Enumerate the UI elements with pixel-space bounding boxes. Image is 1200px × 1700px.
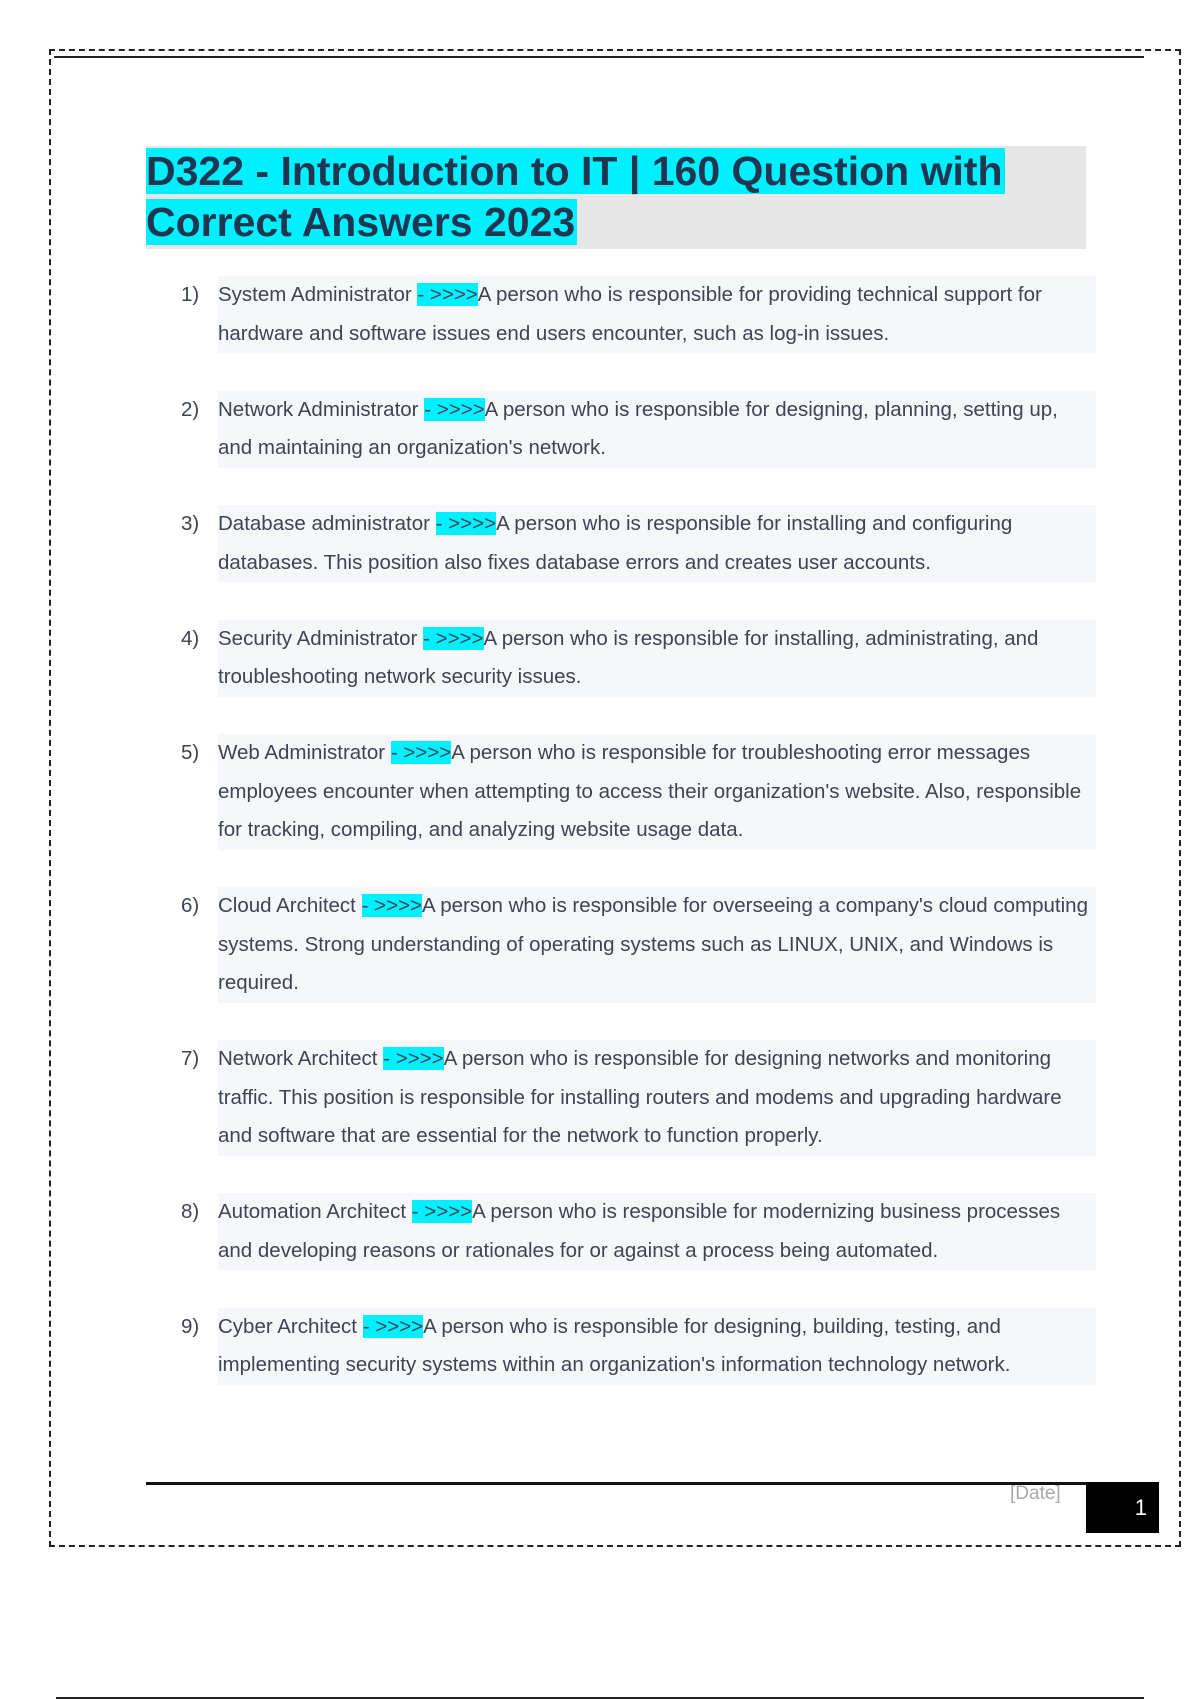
list-item [146,1193,1096,1270]
list-item [146,734,1096,850]
item-term: Cyber Architect [218,1314,363,1338]
item-definition: A person who is responsible for designing, planning, setting up, and maintaining an organization's network. [218,397,1058,459]
list-item [146,620,1096,697]
item-term: Web Administrator [218,741,391,764]
title-line-2: Correct Answers 2023 [146,199,576,245]
item-number: 6) [181,894,200,917]
item-definition: A person who is responsible for modernizing business processes and developing reasons or rationales for or against a process being automated. [218,1200,1061,1262]
item-body [218,1040,1096,1156]
date-placeholder: [Date] [1010,1483,1061,1504]
answer-arrow: - >>>> [424,397,485,421]
item-term: Automation Architect [218,1200,412,1223]
answer-arrow: - >>>> [390,741,452,764]
item-definition: A person who is responsible for installing, administrating, and troubleshooting network security issues. [218,626,1039,688]
item-term: Cloud Architect [218,894,362,917]
item-term: Network Architect [218,1047,384,1070]
answer-arrow: - >>>> [423,626,484,650]
next-page-rule [56,1697,1144,1699]
item-term: Network Administrator [218,397,425,421]
answer-arrow: - >>>> [417,283,478,306]
item-number: 8) [181,1200,200,1223]
list-item [146,1040,1096,1156]
page-number-box [1086,1482,1159,1533]
footer-rule [146,1482,1086,1485]
item-number: 7) [181,1047,200,1070]
title-line-1: D322 - Introduction to IT | 160 Question with [146,148,1003,194]
item-definition: A person who is responsible for installing and configuring databases. This position also fixes database errors and creates user accounts. [218,512,1013,574]
item-body [218,505,1096,582]
item-number: 2) [181,397,200,421]
answer-arrow: - >>>> [435,512,497,535]
item-definition: A person who is responsible for providing technical support for hardware and software issues end users encounter, such as log-in issues. [218,283,1042,345]
title-block [146,146,1086,249]
item-number: 1) [181,283,200,306]
item-term: System Administrator [218,283,418,306]
list-item [146,887,1096,1003]
item-term: Database administrator [218,512,436,535]
item-number: 9) [181,1314,200,1338]
item-body [218,391,1096,468]
item-body [218,620,1096,697]
item-term: Security Administrator [218,626,424,650]
item-number: 5) [181,741,200,764]
item-definition: A person who is responsible for overseeing a company's cloud computing systems. Strong understanding of operating systems such as LINUX, UNIX, and Windows is required. [218,894,1088,994]
answer-arrow: - >>>> [362,1314,424,1338]
document-title [146,146,1086,248]
header-rule [54,56,1144,58]
item-number: 4) [181,626,200,650]
item-body [218,276,1096,353]
item-body [218,887,1096,1003]
item-definition: A person who is responsible for troubleshooting error messages employees encounter when attempting to access their organization's website. Also, responsible for tracking, compiling, and analyzing website usage data. [218,741,1082,841]
item-body [218,1193,1096,1270]
item-number: 3) [181,512,200,535]
answer-arrow: - >>>> [383,1047,444,1070]
question-list [146,276,1096,1422]
item-definition: A person who is responsible for designing networks and monitoring traffic. This position is responsible for installing routers and modems and upgrading hardware and software that are essential for the network to function properly. [218,1047,1062,1147]
item-body [218,1308,1096,1385]
item-body [218,734,1096,850]
list-item [146,505,1096,582]
answer-arrow: - >>>> [361,894,422,917]
page-number: 1 [1134,1494,1147,1520]
list-item [146,391,1096,468]
answer-arrow: - >>>> [411,1200,473,1223]
list-item [146,276,1096,353]
list-item [146,1308,1096,1385]
item-definition: A person who is responsible for designing, building, testing, and implementing security systems within an organization's information technology network. [218,1314,1011,1376]
